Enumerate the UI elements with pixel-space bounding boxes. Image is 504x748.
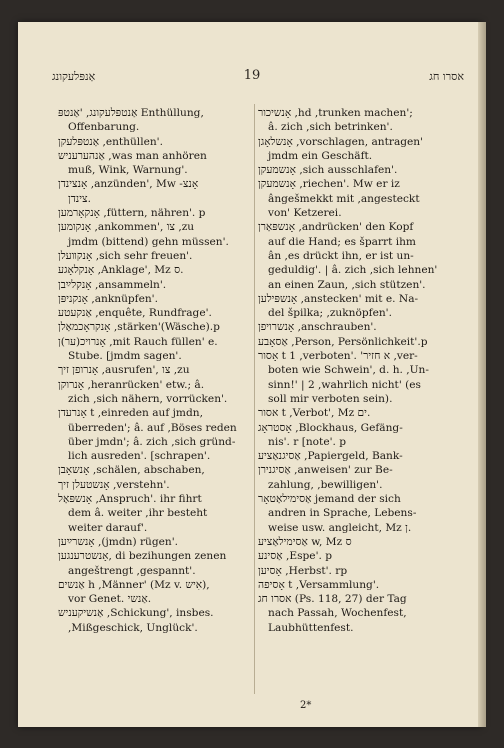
dictionary-entry: [258, 220, 462, 291]
dictionary-entry: [258, 549, 462, 563]
entry-line: sinn!' | 2 ,wahrlich nicht' (es: [268, 378, 421, 391]
dictionary-entry: [58, 320, 250, 334]
column-divider: [254, 104, 255, 694]
dictionary-entry: [258, 292, 462, 321]
entry-line: weiter darauf'.: [68, 521, 148, 534]
signature-mark: 2*: [300, 700, 312, 711]
entry-line: muß, Wink, Warnung'.: [68, 164, 188, 177]
dictionary-entry: [58, 249, 250, 263]
entry-line: vor Genet. אַנשי.: [68, 593, 152, 606]
dictionary-entry: [258, 406, 462, 420]
entry-line: אַנטפּלעקונג, 'אַנטפּ Enthüllung,: [58, 107, 204, 119]
dictionary-entry: [58, 206, 250, 220]
dictionary-entry: [58, 335, 250, 364]
entry-line: ,Mißgeschick, Unglück'.: [68, 621, 198, 634]
entry-line: Offenbarung.: [68, 121, 140, 134]
entry-line: אָנקלײַבן ,ansammeln'.: [58, 278, 167, 291]
entry-line: אָנשפּילען ,anstecken' mit e. Na-: [258, 292, 419, 305]
entry-line: Stube. [jmdm sagen'.: [68, 350, 182, 363]
dictionary-entry: [58, 492, 250, 535]
entry-line: אַסיגנאַציע ,Papiergeld, Bank-: [258, 450, 403, 463]
entry-line: אָסיען ,Herbst'. rp: [258, 564, 348, 577]
dictionary-entry: [58, 463, 250, 477]
entry-line: Laubhüttenfest.: [268, 621, 354, 634]
entry-line: אַנשים h ,Männer' (Mz v. אִיש),: [58, 578, 210, 591]
entry-line: אָנשטעלן זיך ,verstehn'.: [58, 478, 170, 491]
dictionary-entry: [258, 349, 462, 406]
running-head-right: אסרו חג: [429, 70, 464, 83]
entry-line: weise usw. angleicht, Mz ן.: [268, 521, 412, 534]
dictionary-entry: [258, 463, 462, 492]
entry-line: אָנקומען ,ankommen', צו ,zu: [58, 221, 195, 234]
entry-line: jmdm (bittend) gehn müssen'.: [68, 235, 229, 248]
dictionary-entry: [258, 163, 462, 177]
entry-line: von' Ketzerei.: [268, 207, 342, 220]
dictionary-entry: [58, 406, 250, 463]
dictionary-entry: [258, 106, 462, 135]
entry-line: אָנצינדן ,anzünden', Mw -אָנצ: [58, 178, 199, 191]
dictionary-entry: [58, 478, 250, 492]
entry-line: אַסאָבע ,Person, Persönlichkeit'.p: [258, 335, 428, 348]
dictionary-entry: [58, 278, 250, 292]
entry-line: אָנשפּאַרן ,andrücken' den Kopf: [258, 221, 414, 234]
dictionary-entry: [58, 177, 250, 206]
entry-line: אָנשלאָגן ,vorschlagen, antragen': [258, 135, 424, 148]
entry-line: אָסיפה t ,Versammlung'.: [258, 578, 380, 591]
dictionary-entry: [258, 492, 462, 535]
page-edge: [478, 22, 486, 727]
dictionary-entry: [58, 292, 250, 306]
entry-line: boten wie Schwein', d. h. ,Un-: [268, 364, 429, 377]
entry-line: אָנרופן זיך ,ausrufen', צו ,zu: [58, 364, 190, 377]
dictionary-entry: [58, 549, 250, 578]
entry-line: del špilka; ,zuknöpfen'.: [268, 307, 392, 320]
entry-line: אָנשמעקן ,riechen'. Mw er iz: [258, 178, 400, 191]
entry-line: אָנקניפּן ,anknüpfen'.: [58, 292, 158, 305]
dictionary-entry: [58, 306, 250, 320]
entry-line: geduldig'. | â. zich ,sich lehnen': [268, 264, 438, 277]
entry-line: אַסינע ,Espe'. p: [258, 550, 332, 563]
entry-line: zich ,sich nähern, vorrücken'.: [68, 392, 228, 405]
right-column: [258, 106, 462, 635]
entry-line: über jmdn'; â. zich ,sich gründ-: [68, 435, 236, 448]
dictionary-entry: [58, 578, 250, 607]
entry-line: אַסיגנירן ,anweisen' zur Be-: [258, 464, 393, 477]
dictionary-entry: [58, 363, 250, 377]
entry-line: אָנשמעקן ,sich ausschlafen'.: [258, 164, 398, 177]
dictionary-entry: [58, 606, 250, 635]
entry-line: אָנרוקן ,heranrücken' etw.; â.: [58, 378, 205, 391]
entry-line: אַנקעטע ,enquête, Rundfrage'.: [58, 307, 212, 320]
entry-line: אָנשאָבן ,schälen, abschaben,: [58, 464, 205, 477]
dictionary-entry: [258, 135, 462, 164]
dictionary-entry: [58, 106, 250, 135]
entry-line: אָנרויכ(ער)ן ,mit Rauch füllen' e.: [58, 335, 218, 348]
dictionary-entry: [258, 177, 462, 220]
dictionary-entry: [58, 263, 250, 277]
dictionary-entry: [58, 135, 250, 149]
dictionary-entry: [258, 449, 462, 463]
left-column: [58, 106, 250, 635]
entry-line: andren in Sprache, Lebens-: [268, 507, 417, 520]
dictionary-entry: [258, 535, 462, 549]
entry-line: dem â. weiter ,ihr besteht: [68, 507, 208, 520]
entry-line: אָנשפּאַל ,Anspruch'. ihr fihrt: [58, 493, 202, 506]
entry-line: ân ,es drückt ihn, er ist un-: [268, 249, 414, 262]
dictionary-entry: [258, 578, 462, 592]
entry-line: überreden'; â. auf ,Böses reden: [68, 421, 237, 434]
entry-line: אָסטראָג ,Blockhaus, Gefäng-: [258, 421, 403, 434]
dictionary-entry: [258, 592, 462, 635]
entry-line: צינדן.: [68, 192, 91, 205]
dictionary-entry: [258, 335, 462, 349]
entry-line: אַנהערעניש ,was man anhören: [58, 149, 207, 162]
entry-line: nis'. r [note'. p: [268, 435, 347, 448]
dictionary-entry: [258, 320, 462, 334]
entry-line: ângešmekkt mit ,angesteckt: [268, 192, 420, 205]
entry-line: אַנטפּלעקן ,enthüllen'.: [58, 135, 163, 148]
dictionary-entry: [258, 421, 462, 450]
entry-line: zahlung, ,bewilligen'.: [268, 478, 383, 491]
dictionary-entry: [258, 564, 462, 578]
entry-line: אָסור t 1 ,verboten'. 'א חזיר ,ver-: [258, 350, 418, 363]
entry-line: אָנשטרענגען, di bezihungen zenen: [58, 550, 227, 563]
dictionary-entry: [58, 220, 250, 249]
entry-line: â. zich ,sich betrinken'.: [268, 121, 393, 134]
entry-line: אָנקװעלן ,sich sehr freuen'.: [58, 249, 193, 262]
entry-line: אסור t ,Verbot', Mz ים.: [258, 407, 371, 420]
dictionary-entry: [58, 149, 250, 178]
entry-line: אָנקראָכמאַלן ,stärken'(Wäsche).p: [58, 321, 220, 334]
entry-line: אַסימילאַציע w, Mz ס: [258, 535, 352, 548]
entry-line: auf die Hand; es šparrt ihm: [268, 235, 416, 248]
dictionary-entry: [58, 535, 250, 549]
entry-line: אַנשיקעניש ,Schickung', insbes.: [58, 607, 214, 620]
running-head-left: אַנפּלעקונג: [52, 70, 96, 83]
entry-line: אַסימילאַטאָר jemand der sich: [258, 493, 401, 506]
entry-line: lich ausreden'. [schrapen'.: [68, 450, 211, 463]
entry-line: soll mir verboten sein).: [268, 392, 393, 405]
entry-line: אָנשרײַען ,(jmdn) rügen'.: [58, 535, 178, 548]
entry-line: nach Passah, Wochenfest,: [268, 607, 407, 620]
entry-line: אָנשרויפן ,anschrauben'.: [258, 321, 377, 334]
entry-line: אָנרעדן t ,einreden auf jmdn,: [58, 407, 203, 420]
entry-line: אסרו חג (Ps. 118, 27) der Tag: [258, 593, 407, 606]
entry-line: אָנשיכור ,hd ,trunken machen';: [258, 107, 413, 119]
entry-line: an einen Zaun, ,sich stützen'.: [268, 278, 426, 291]
dictionary-entry: [58, 378, 250, 407]
page-number: 19: [243, 68, 261, 83]
entry-line: jmdm ein Geschäft.: [268, 149, 373, 162]
entry-line: angeštrengt ,gespannt'.: [68, 564, 196, 577]
entry-line: אָנקאָרמען ,füttern, nähren'. p: [58, 207, 206, 220]
entry-line: אָנקלאָגע ,Anklage', Mz ס.: [58, 264, 184, 277]
